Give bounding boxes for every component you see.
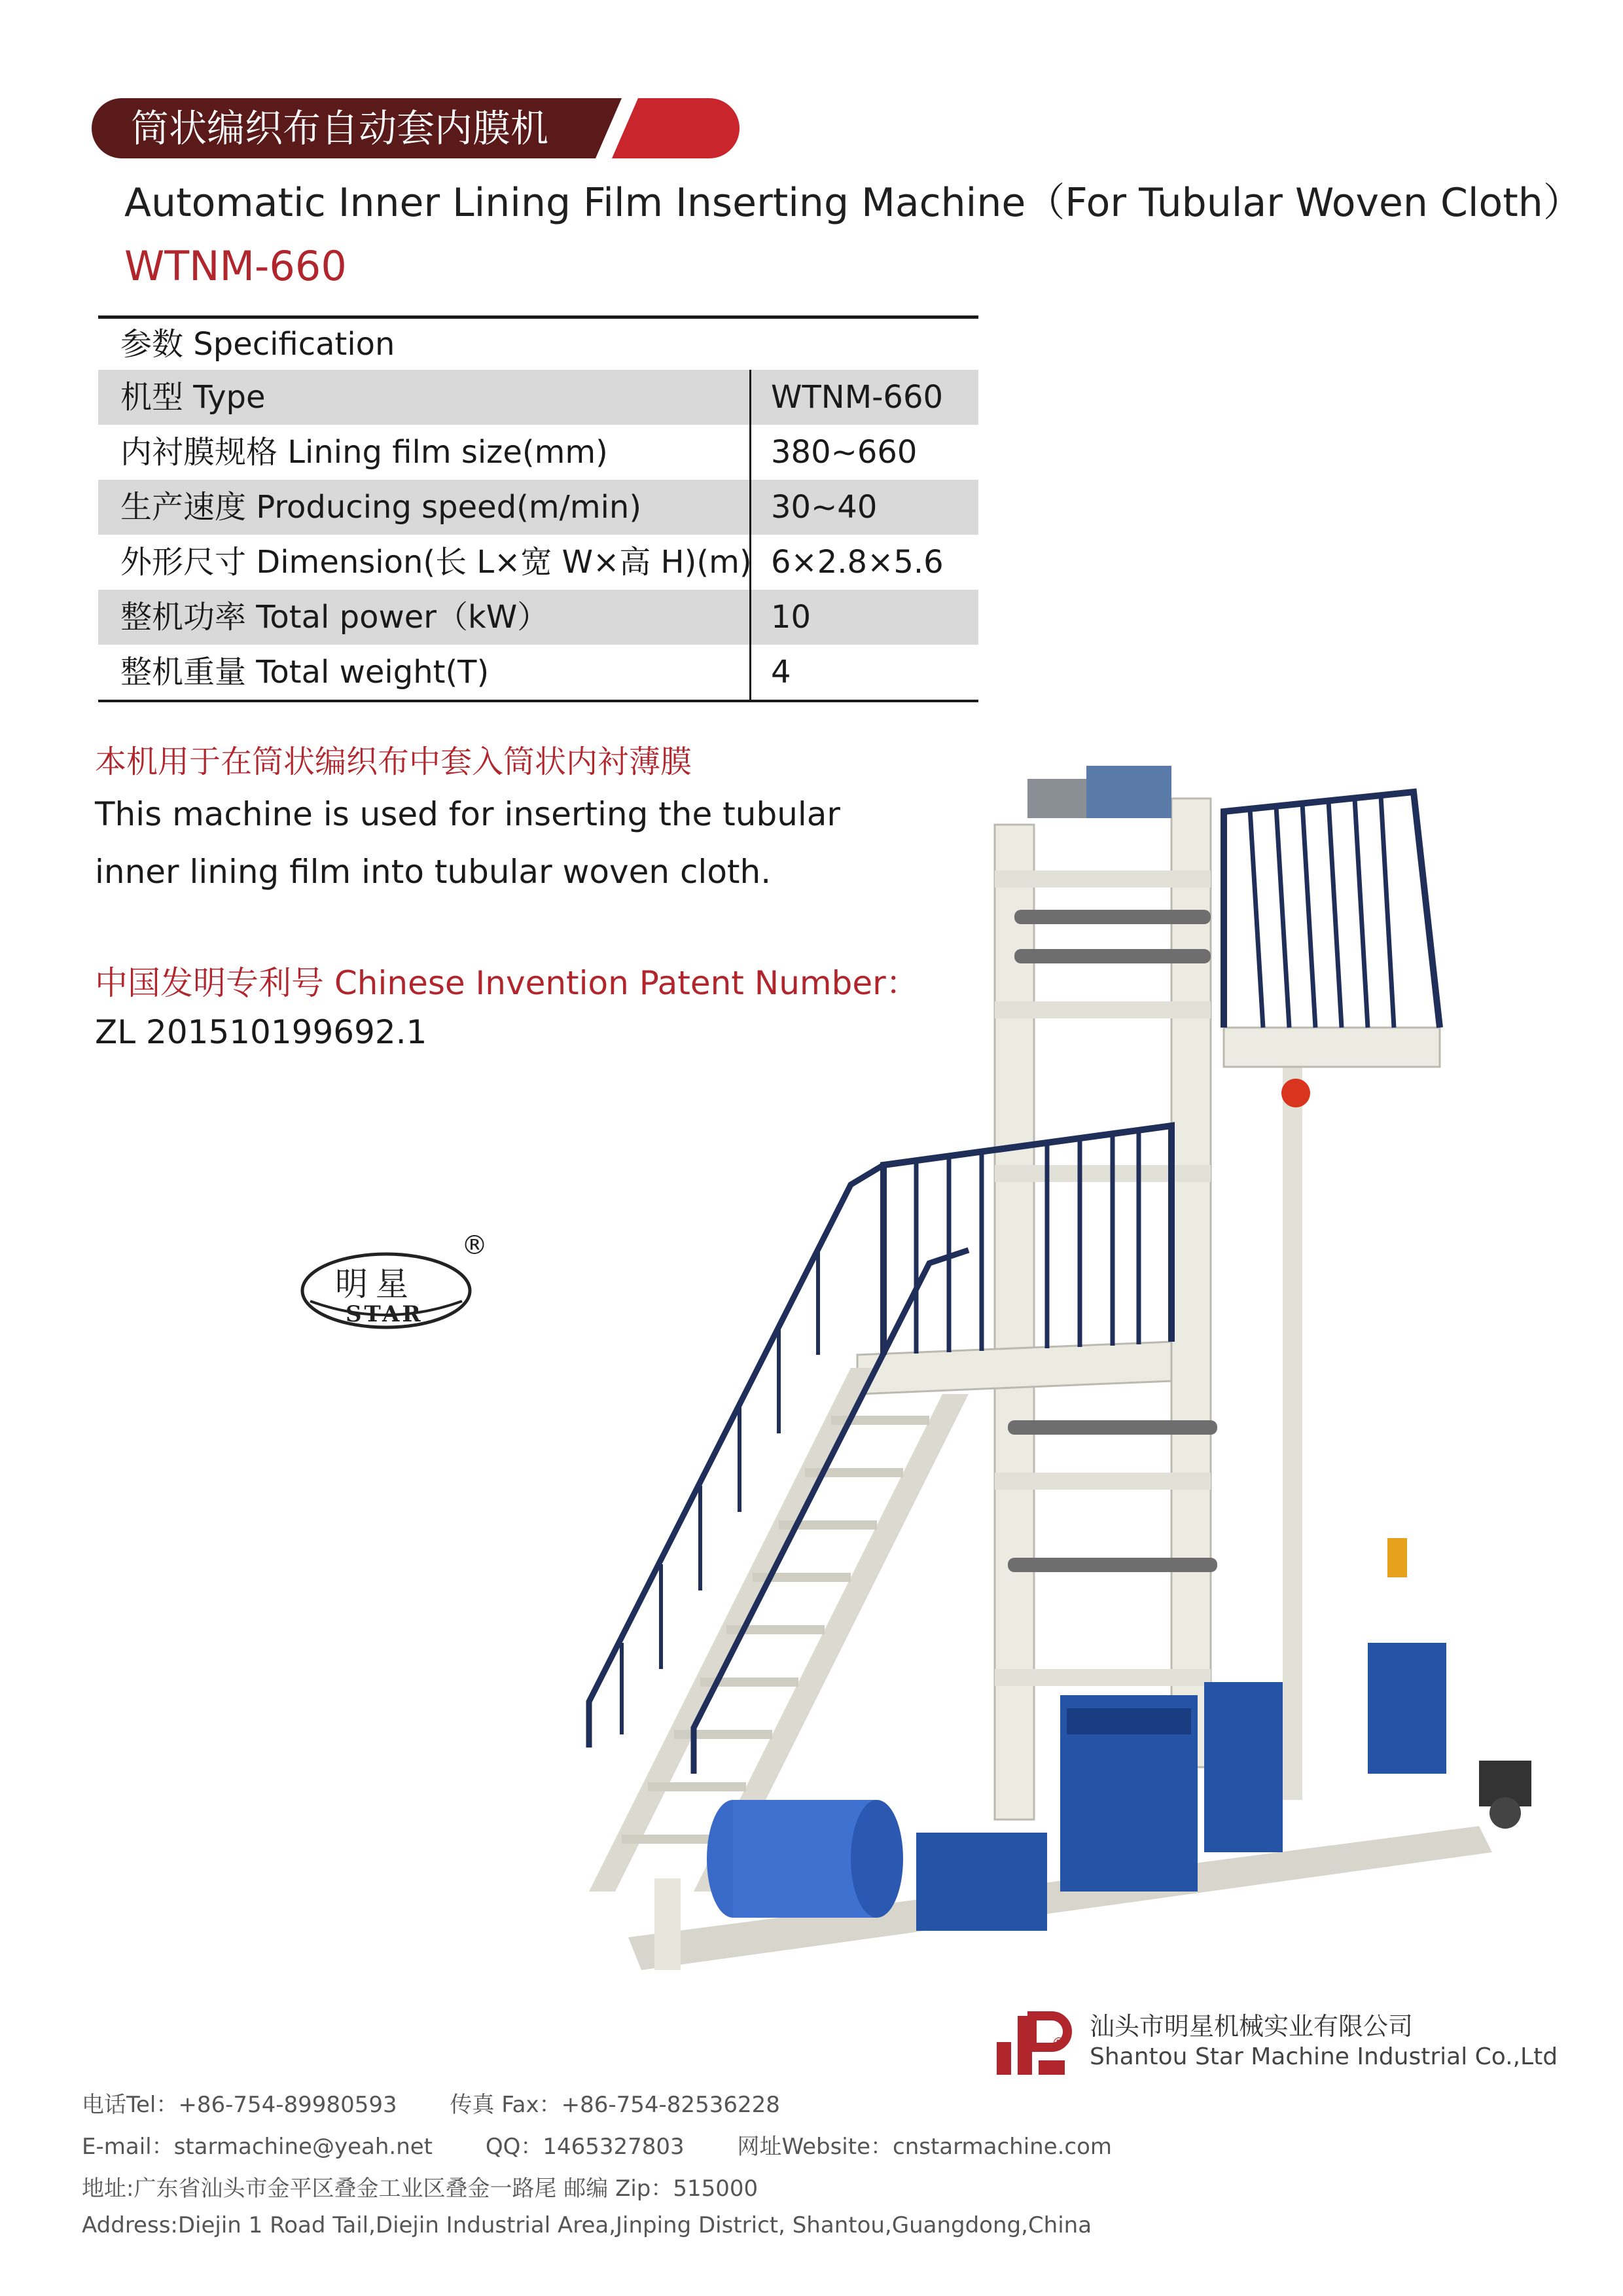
star-logo-registered: ®: [461, 1230, 488, 1261]
spec-value: 4: [771, 654, 791, 691]
company-logo: [991, 2003, 1077, 2081]
star-logo-en: STAR: [346, 1301, 423, 1327]
machine-graphic: [510, 753, 1571, 1996]
description-cn: 本机用于在筒状编织布中套入筒状内衬薄膜: [95, 744, 692, 780]
spec-row-power: [98, 590, 978, 645]
spec-row-weight: [98, 645, 978, 700]
spec-label: 生产速度 Producing speed(m/min): [98, 480, 751, 535]
company-name-cn: 汕头市明星机械实业有限公司: [1090, 2012, 1414, 2041]
spec-value: 30~40: [771, 489, 878, 526]
spec-table: [98, 315, 978, 702]
spec-row-dimension: [98, 535, 978, 590]
star-brand-logo: [294, 1230, 491, 1342]
spec-heading: 参数 Specification: [120, 326, 395, 363]
description-en-line-2: inner lining film into tubular woven cloth.: [95, 853, 772, 891]
contact-address-cn: 地址:广东省汕头市金平区叠金工业区叠金一路尾 邮编 Zip：515000: [82, 2176, 758, 2202]
contact-line-phone: [82, 2087, 826, 2119]
spec-value: WTNM-660: [771, 379, 944, 416]
contact-tel: 电话Tel：+86-754-89980593: [82, 2092, 397, 2118]
description-en-line-1: This machine is used for inserting the tubular: [95, 795, 840, 833]
contact-website[interactable]: 网址Website：cnstarmachine.com: [737, 2134, 1113, 2160]
spec-row-film-size: [98, 425, 978, 480]
title-en: Automatic Inner Lining Film Inserting Machine（For Tubular Woven Cloth）: [124, 180, 1582, 226]
contact-qq: QQ：1465327803: [485, 2134, 685, 2160]
spec-value: 380~660: [771, 434, 918, 471]
spec-value: 10: [771, 599, 812, 636]
contact-line-online: [82, 2128, 1158, 2161]
title-cn: 筒状编织布自动套内膜机: [131, 106, 549, 151]
contact-address-en: Address:Diejin 1 Road Tail,Diejin Industrial Area,Jinping District, Shantou,Guangdong,China: [82, 2212, 1092, 2238]
title-banner: [92, 98, 740, 158]
company-name-en: Shantou Star Machine Industrial Co.,Ltd: [1090, 2043, 1558, 2070]
spec-label: 内衬膜规格 Lining film size(mm): [98, 425, 751, 480]
spec-label: 外形尺寸 Dimension(长 L×宽 W×高 H)(m): [98, 535, 751, 590]
company-logo-registered: ®: [1052, 2036, 1066, 2052]
machine-illustration: [510, 753, 1571, 1996]
contact-email[interactable]: E-mail：starmachine@yeah.net: [82, 2134, 433, 2160]
spec-row-speed: [98, 480, 978, 535]
patent-label: 中国发明专利号 Chinese Invention Patent Number：: [95, 964, 919, 1002]
spec-label: 整机功率 Total power（kW）: [98, 590, 751, 645]
model-number: WTNM-660: [124, 242, 347, 290]
spec-label: 整机重量 Total weight(T): [98, 645, 751, 700]
spec-value: 6×2.8×5.6: [771, 544, 944, 581]
spec-label: 机型 Type: [98, 370, 751, 425]
star-logo-cn: 明星: [335, 1265, 416, 1303]
spec-row-type: [98, 370, 978, 425]
patent-number: ZL 201510199692.1: [95, 1013, 427, 1051]
spec-bottom-rule: [98, 700, 978, 702]
contact-fax: 传真 Fax：+86-754-82536228: [450, 2092, 780, 2118]
